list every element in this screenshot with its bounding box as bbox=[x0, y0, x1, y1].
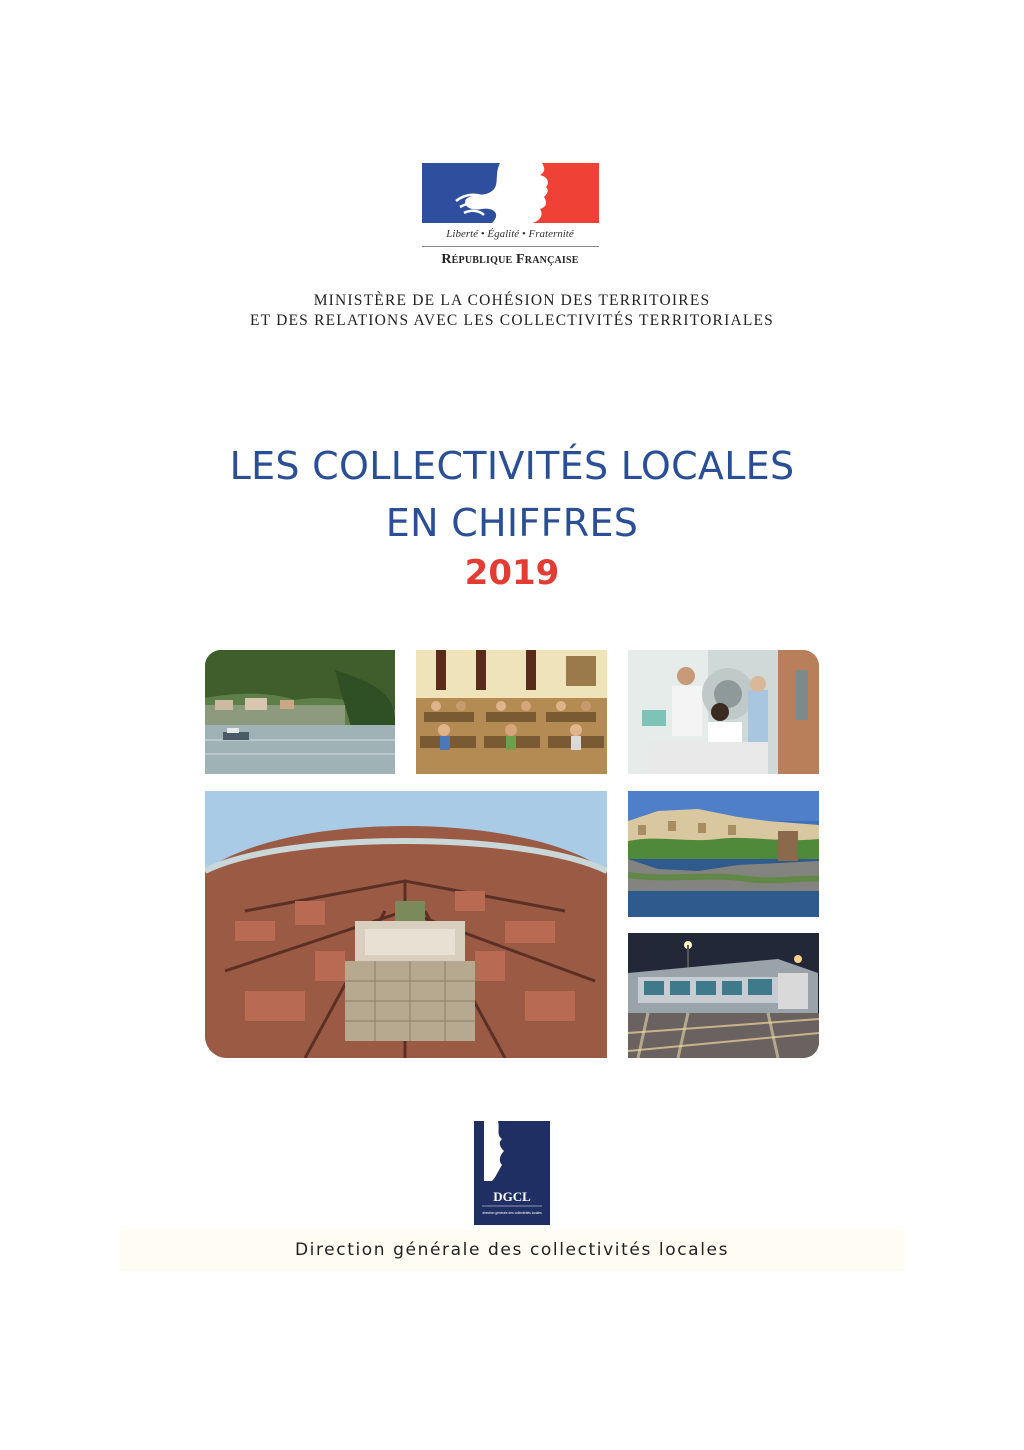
hospital-photo bbox=[628, 650, 819, 774]
ministry-name bbox=[150, 291, 874, 331]
dgcl-acronym: DGCL bbox=[493, 1189, 531, 1204]
aerial-city-photo bbox=[205, 791, 607, 1058]
dgcl-subtitle: direction générale des collectivités locales bbox=[482, 1211, 542, 1215]
tram-night-photo bbox=[628, 933, 819, 1058]
dgcl-logo bbox=[474, 1121, 550, 1225]
ministry-line-1: MINISTÈRE DE LA COHÉSION DES TERRITOIRES bbox=[313, 292, 711, 309]
footer-text: Direction générale des collectivités locales bbox=[294, 1240, 730, 1260]
village-reflection-photo bbox=[628, 791, 819, 917]
classroom-photo bbox=[416, 650, 607, 774]
marianne-logo bbox=[422, 163, 599, 223]
title-line-1: LES COLLECTIVITÉS LOCALES bbox=[229, 444, 795, 488]
ministry-line-2: ET DES RELATIONS AVEC LES COLLECTIVITÉS TERRITORIALES bbox=[249, 312, 774, 329]
document-title bbox=[100, 438, 924, 552]
motto-divider bbox=[422, 246, 599, 247]
river-photo bbox=[205, 650, 395, 774]
document-year: 2019 bbox=[464, 553, 560, 593]
republic-name: République Française bbox=[441, 252, 579, 267]
title-line-2: EN CHIFFRES bbox=[385, 501, 639, 545]
republic-motto: Liberté • Égalité • Fraternité bbox=[446, 228, 574, 240]
